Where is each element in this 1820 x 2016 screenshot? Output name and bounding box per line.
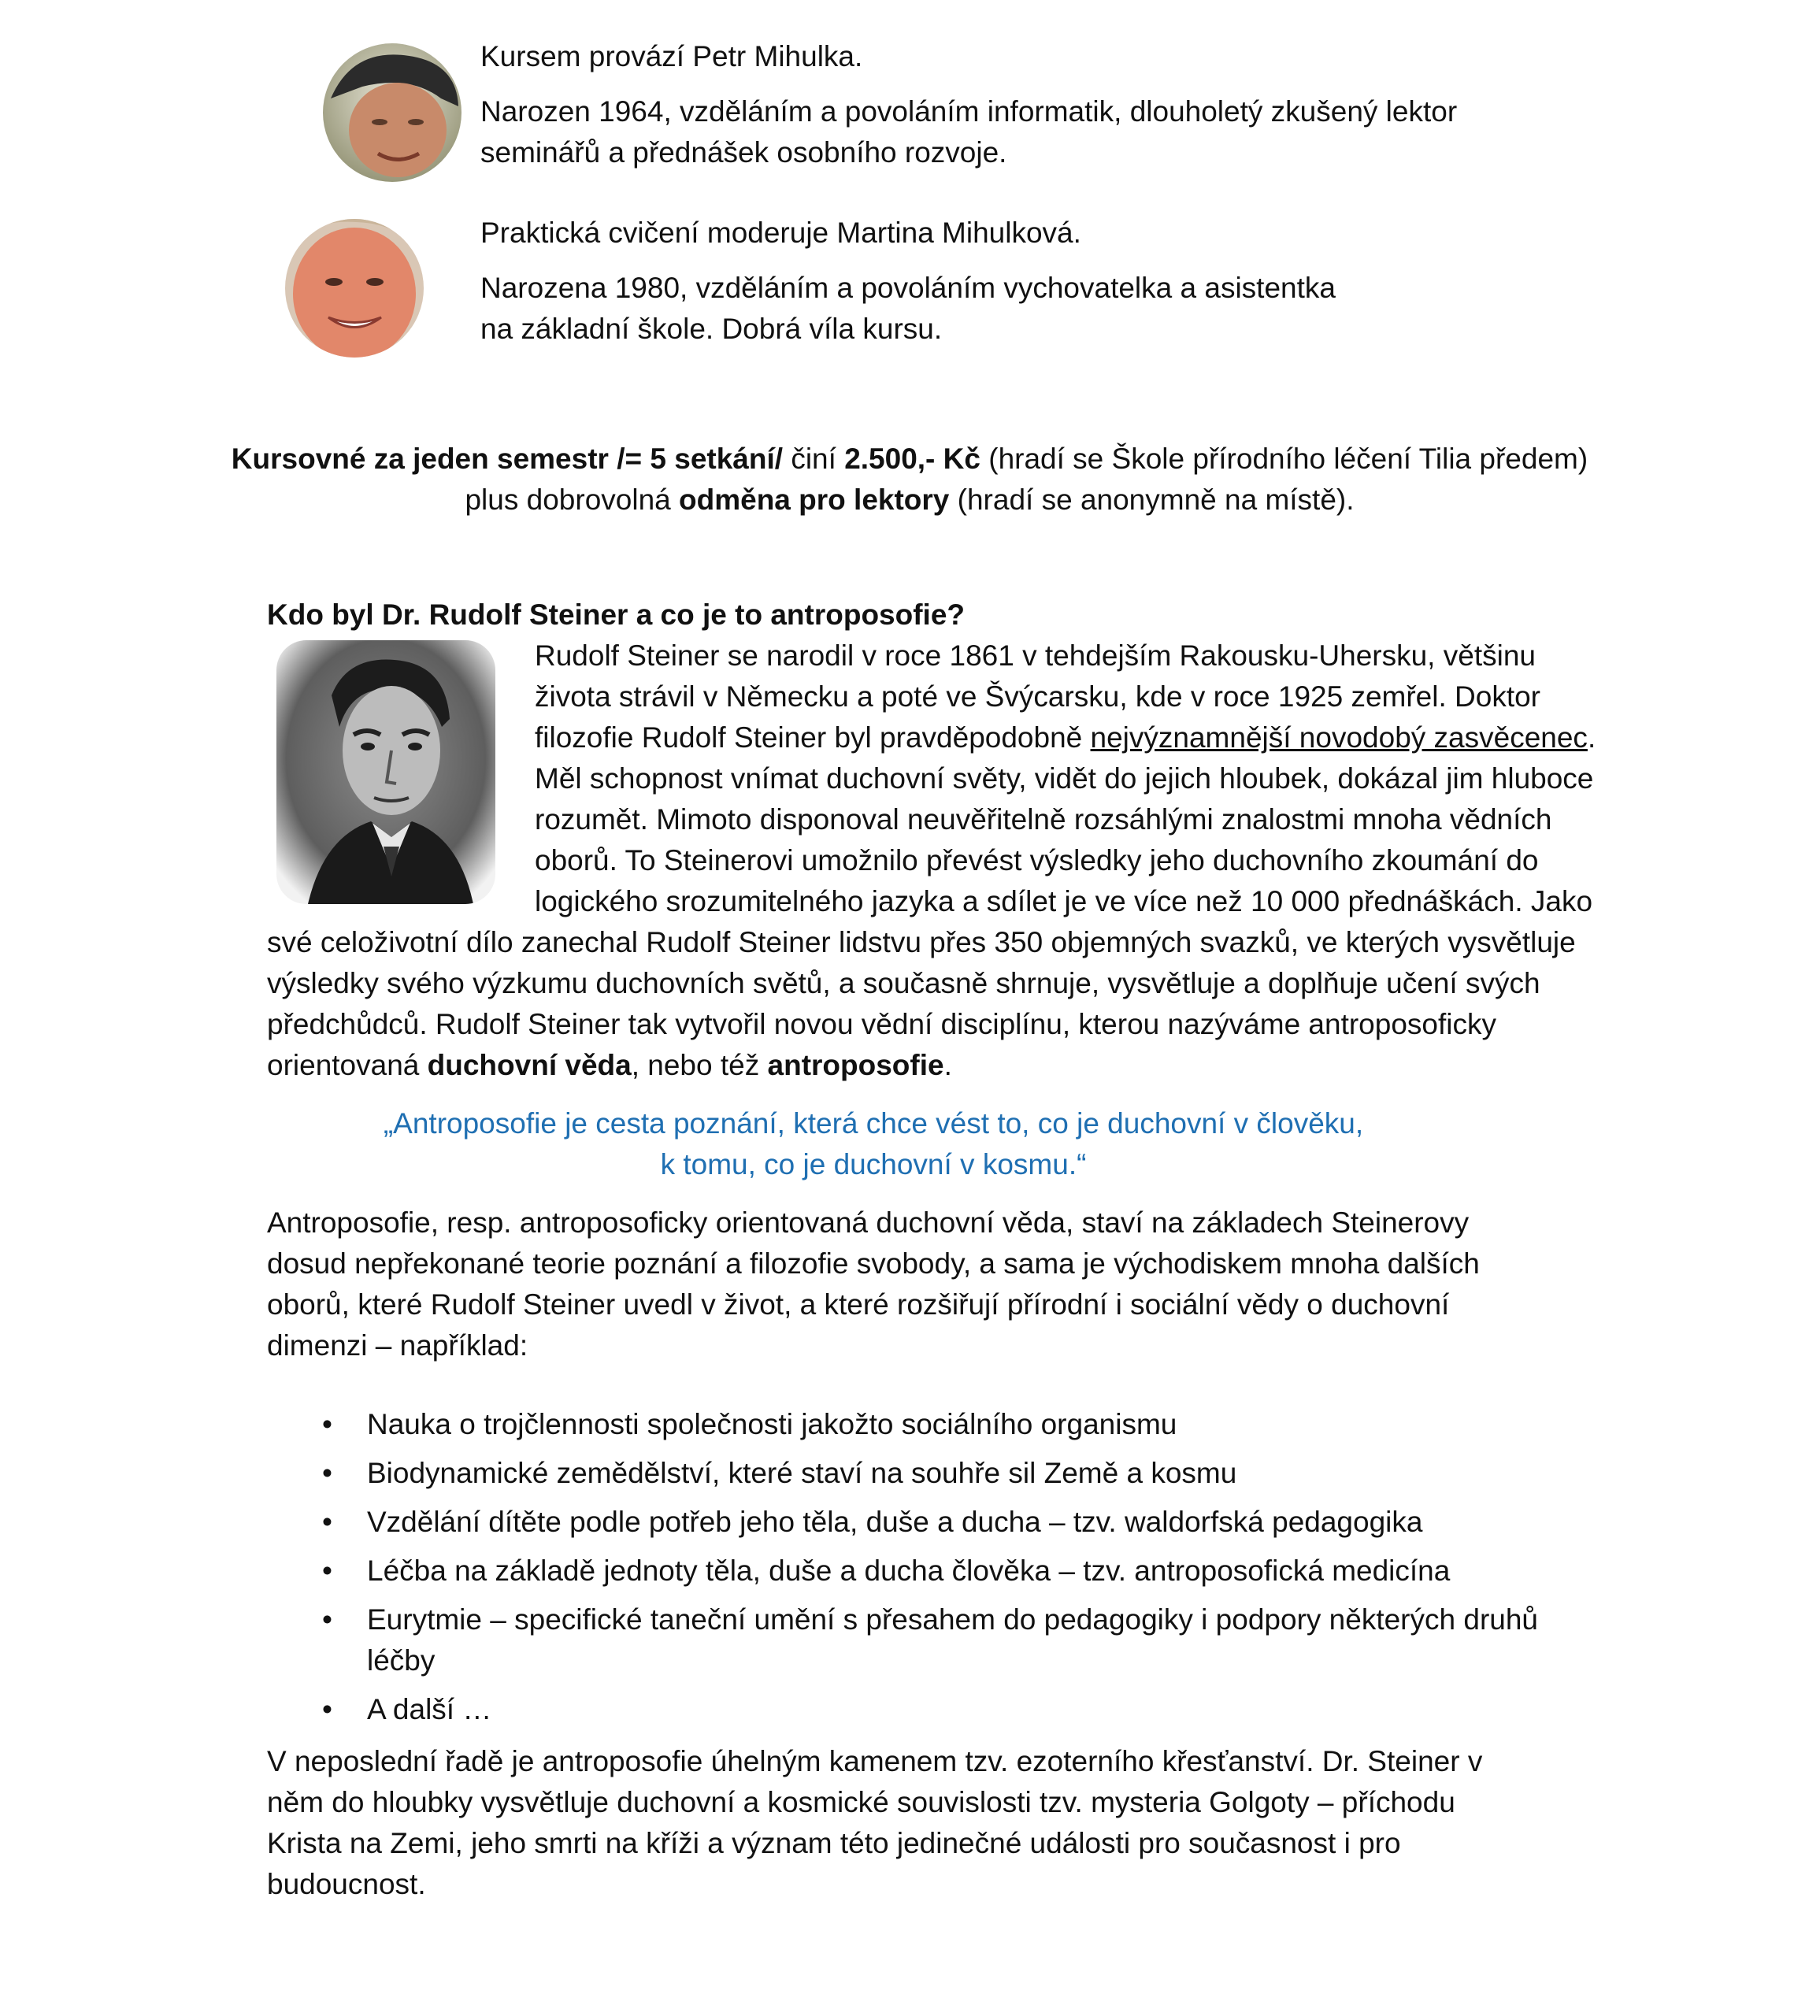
spiritual-science-term: duchovní věda (427, 1049, 632, 1081)
lecturer-photo-petr (323, 43, 461, 182)
section-title: Kdo byl Dr. Rudolf Steiner a co je to antroposofie? (267, 598, 966, 631)
fee-price: 2.500,- Kč (844, 443, 980, 475)
esoteric-christianity-paragraph: V neposlední řadě je antroposofie úhelným kamenem tzv. ezoterního křesťanství. Dr. Steiner v něm do hloubky vysvětluje duchovní a kosmické souvislosti tzv. mysteria Golgoty – příchodu Krista na Zemi, jeho smrti na kříži a význam této jedinečné události pro současnost i pro budoucnost. (267, 1745, 1483, 1900)
bullet-icon: • (322, 1555, 332, 1587)
anthroposophy-term: antroposofie (767, 1049, 944, 1081)
list-item (267, 1453, 1564, 1494)
steiner-portrait (276, 640, 495, 904)
fee-mid: činí (783, 443, 845, 475)
biography-part-2: . Měl schopnost vnímat duchovní světy, vidět do jejich hloubek, dokázal jim hluboce rozumět. Mimoto disponoval neuvěřitelně rozsáhlými znalostmi mnoha vědních oborů. To Steinerovi umožnilo převést výsledky jeho duchovního zkoumání do logického srozumitelného jazyka a sdílet je ve více než 10 000 přednáškách. Jako své celoživotní dílo zanechal Rudolf Steiner lidstvu přes 350 objemných svazků, ve kterých vysvětluje výsledky svého výzkumu duchovních světů, a současně shrnuje, vysvětluje a doplňuje učení svých předchůdců. Rudolf Steiner tak vytvořil novou vědní disciplínu, kterou nazýváme antroposoficky orientovaná (267, 721, 1596, 1081)
biography-part-4: . (943, 1049, 952, 1081)
lecturer-photo-martina (285, 219, 424, 358)
bullet-icon: • (322, 1603, 332, 1636)
course-fee (197, 439, 1622, 521)
bullet-icon: • (322, 1408, 332, 1440)
fee-label: Kursovné za jeden semestr /= 5 setkání/ (231, 443, 784, 475)
list-item (267, 1599, 1564, 1681)
list-item (267, 1404, 1564, 1445)
list-item (267, 1689, 1564, 1730)
fee-payment-note: (hradí se Škole přírodního léčení Tilia předem) (980, 443, 1588, 475)
quote-line-2: k tomu, co je duchovní v kosmu.“ (660, 1148, 1087, 1180)
lecturer-reward: odměna pro lektory (679, 484, 950, 516)
list-item-text: Nauka o trojčlennosti společnosti jakožto sociálního organismu (367, 1408, 1177, 1440)
list-item-text: Léčba na základě jednoty těla, duše a ducha člověka – tzv. antroposofická medicína (367, 1555, 1451, 1587)
lecturer-intro: Kursem provází Petr Mihulka. (480, 40, 863, 72)
bullet-icon: • (322, 1457, 332, 1489)
biography-part-3: , nebo též (631, 1049, 768, 1081)
list-item (267, 1551, 1564, 1592)
lecturer-martina (480, 213, 1599, 350)
fee-line-2 (197, 480, 1622, 521)
lecturer-bio: Narozen 1964, vzděláním a povoláním informatik, dlouholetý zkušený lektor seminářů a přednášek osobního rozvoje. (480, 95, 1458, 169)
lecturer-petr (480, 36, 1599, 173)
quote-line-1: „Antroposofie je cesta poznání, která chce vést to, co je duchovní v člověku, (383, 1107, 1364, 1140)
fee-line-1 (197, 439, 1622, 480)
list-item (267, 1502, 1564, 1543)
fee-line-2-start: plus dobrovolná (465, 484, 680, 516)
list-item-text: A další … (367, 1693, 492, 1725)
anthroposophy-description: Antroposofie, resp. antroposoficky orientovaná duchovní věda, staví na základech Steinerovy dosud nepřekonané teorie poznání a filozofie svobody, a sama je východiskem mnoha dalších oborů, které Rudolf Steiner uvedl v život, a které rozšiřují přírodní i sociální vědy o duchovní dimenzi – například: (267, 1206, 1480, 1362)
anthroposophy-quote (267, 1103, 1480, 1185)
list-item-text: Vzdělání dítěte podle potřeb jeho těla, duše a ducha – tzv. waldorfská pedagogika (367, 1506, 1423, 1538)
steiner-section (267, 595, 1606, 1905)
biography-part-1: Rudolf Steiner se narodil v roce 1861 v tehdejším Rakousku-Uhersku, většinu života strávil v Německu a poté ve Švýcarsku, kde v roce 1925 zemřel. Doktor filozofie Rudolf Steiner byl pravděpodobně (535, 639, 1541, 754)
initiate-highlight: nejvýznamnější novodobý zasvěcenec (1090, 721, 1588, 754)
fee-line-2-end: (hradí se anonymně na místě). (949, 484, 1355, 516)
lecturer-bio: Narozena 1980, vzděláním a povoláním vychovatelka a asistentka na základní škole. Dobrá víla kursu. (480, 272, 1336, 345)
bullet-icon: • (322, 1506, 332, 1538)
list-item-text: Eurytmie – specifické taneční umění s přesahem do pedagogiky i podpory některých druhů léčby (367, 1603, 1538, 1677)
bullet-icon: • (322, 1693, 332, 1725)
fields-list (267, 1404, 1606, 1730)
list-item-text: Biodynamické zemědělství, které staví na souhře sil Země a kosmu (367, 1457, 1237, 1489)
lecturer-intro: Praktická cvičení moderuje Martina Mihulková. (480, 217, 1081, 249)
